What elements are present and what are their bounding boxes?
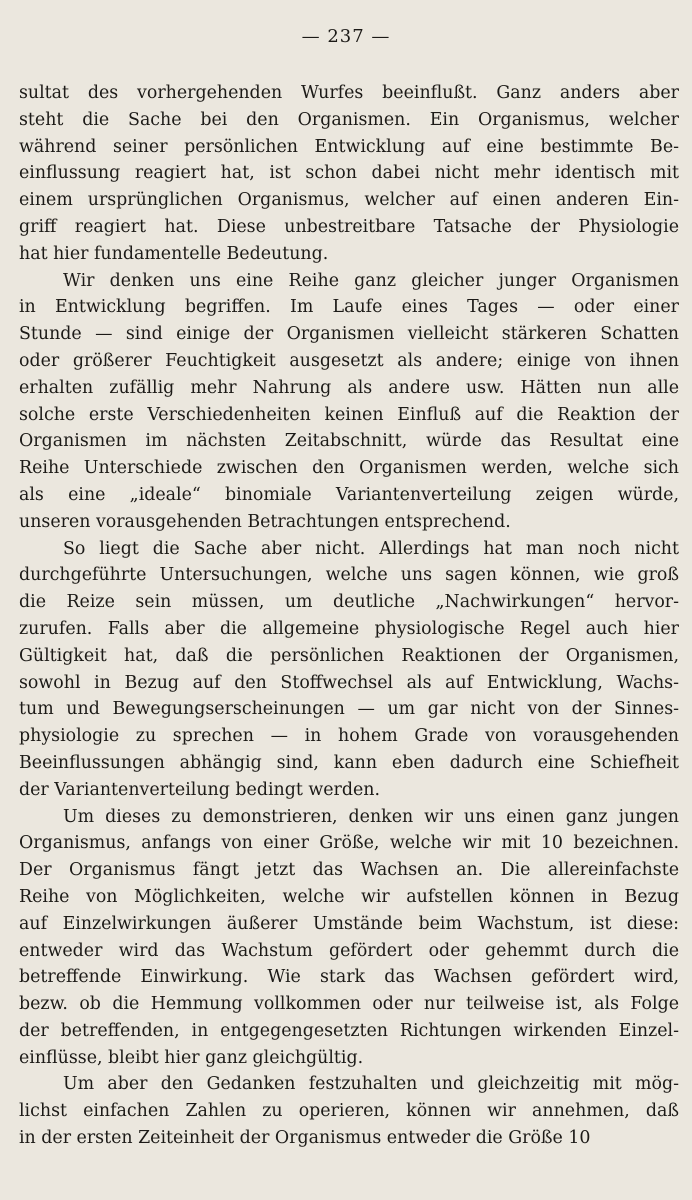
text-line: als eine „ideale“ binomiale Variantenverteilung zeigen würde,	[19, 484, 679, 505]
text-line: sowohl in Bezug auf den Stoffwechsel als auf Entwicklung, Wachs-	[19, 672, 679, 693]
text-line: in der ersten Zeiteinheit der Organismus entweder die Größe 10	[19, 1128, 591, 1149]
text-line: Organismus, anfangs von einer Größe, welche wir mit 10 bezeichnen.	[19, 833, 679, 854]
text-line: durchgeführte Untersuchungen, welche uns sagen können, wie groß	[19, 565, 679, 586]
text-line: Organismen im nächsten Zeitabschnitt, würde das Resultat eine	[19, 431, 679, 452]
text-line: während seiner persönlichen Entwicklung auf eine bestimmte Be-	[19, 136, 679, 157]
text-line: einem ursprünglichen Organismus, welcher auf einen anderen Ein-	[19, 190, 679, 211]
text-line: auf Einzelwirkungen äußerer Umstände beim Wachstum, ist diese:	[19, 913, 679, 934]
text-line: Um dieses zu demonstrieren, denken wir uns einen ganz jungen	[63, 806, 679, 827]
text-line: einflüsse, bleibt hier ganz gleichgültig.	[19, 1047, 364, 1068]
paragraph	[19, 536, 679, 804]
text-line: erhalten zufällig mehr Nahrung als andere usw. Hätten nun alle	[19, 377, 679, 398]
paragraph	[19, 804, 679, 1072]
text-line: Reihe von Möglichkeiten, welche wir aufstellen können in Bezug	[19, 886, 679, 907]
page-number: — 237 —	[301, 26, 391, 47]
text-line: Beeinflussungen abhängig sind, kann eben dadurch eine Schiefheit	[19, 752, 679, 773]
text-line: Gültigkeit hat, daß die persönlichen Reaktionen der Organismen,	[19, 645, 679, 666]
body-text	[19, 80, 679, 1152]
text-line: griff reagiert hat. Diese unbestreitbare Tatsache der Physiologie	[19, 216, 679, 237]
paragraph	[19, 80, 679, 268]
text-line: hat hier fundamentelle Bedeutung.	[19, 243, 329, 264]
text-line: der Variantenverteilung bedingt werden.	[19, 779, 381, 800]
text-line: oder größerer Feuchtigkeit ausgesetzt als andere; einige von ihnen	[19, 350, 679, 371]
text-line: Stunde — sind einige der Organismen vielleicht stärkeren Schatten	[19, 324, 679, 345]
text-line: betreffende Einwirkung. Wie stark das Wachsen gefördert wird,	[19, 967, 679, 988]
text-line: steht die Sache bei den Organismen. Ein Organismus, welcher	[19, 109, 679, 130]
text-line: tum und Bewegungserscheinungen — um gar nicht von der Sinnes-	[19, 699, 679, 720]
text-line: bezw. ob die Hemmung vollkommen oder nur teilweise ist, als Folge	[19, 994, 679, 1015]
paragraph	[19, 268, 679, 536]
text-line: entweder wird das Wachstum gefördert oder gehemmt durch die	[19, 940, 679, 961]
text-line: zurufen. Falls aber die allgemeine physiologische Regel auch hier	[19, 618, 679, 639]
text-line: die Reize sein müssen, um deutliche „Nachwirkungen“ hervor-	[19, 592, 679, 613]
paragraph	[19, 1071, 679, 1151]
text-line: So liegt die Sache aber nicht. Allerdings hat man noch nicht	[63, 538, 679, 559]
text-line: Der Organismus fängt jetzt das Wachsen an. Die allereinfachste	[19, 860, 679, 881]
text-line: Reihe Unterschiede zwischen den Organismen werden, welche sich	[19, 458, 679, 479]
text-line: unseren vorausgehenden Betrachtungen entsprechend.	[19, 511, 511, 532]
text-line: lichst einfachen Zahlen zu operieren, können wir annehmen, daß	[19, 1101, 679, 1122]
text-line: physiologie zu sprechen — in hohem Grade von vorausgehenden	[19, 726, 679, 747]
text-line: der betreffenden, in entgegengesetzten Richtungen wirkenden Einzel-	[19, 1020, 679, 1041]
text-line: solche erste Verschiedenheiten keinen Einfluß auf die Reaktion der	[19, 404, 679, 425]
text-line: Um aber den Gedanken festzuhalten und gleichzeitig mit mög-	[63, 1074, 679, 1095]
text-line: sultat des vorhergehenden Wurfes beeinflußt. Ganz anders aber	[19, 83, 679, 103]
text-line: Wir denken uns eine Reihe ganz gleicher junger Organismen	[63, 270, 679, 291]
text-line: einflussung reagiert hat, ist schon dabei nicht mehr identisch mit	[19, 163, 679, 184]
text-line: in Entwicklung begriffen. Im Laufe eines Tages — oder einer	[19, 297, 679, 318]
